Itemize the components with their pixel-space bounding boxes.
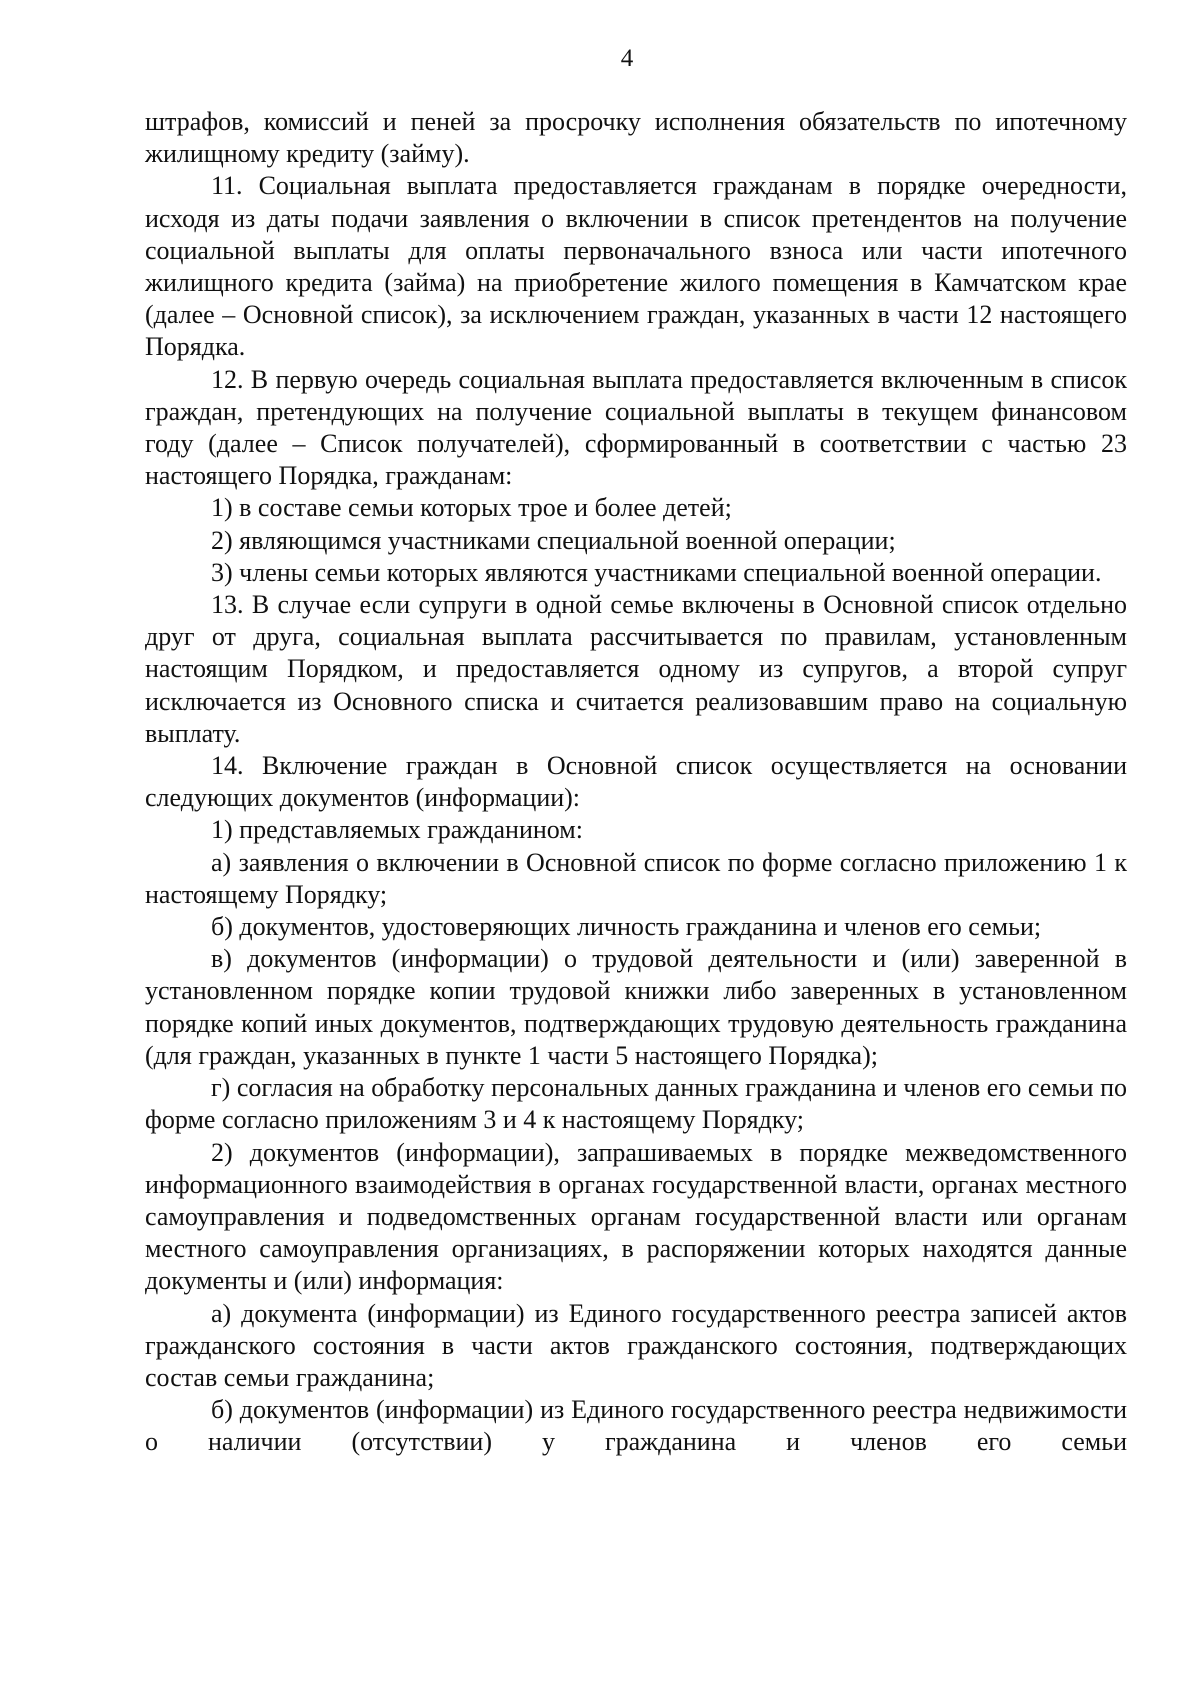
- list-item-14-2-b: б) документов (информации) из Единого государственного реестра недвижимости о наличии (отсутствии) у гражданина и членов его семьи: [145, 1395, 1127, 1457]
- list-item-12-1: 1) в составе семьи которых трое и более детей;: [211, 493, 732, 523]
- paragraph-12: 12. В первую очередь социальная выплата предоставляется включенным в список граждан, претендующих на получение социальной выплаты в текущем финансовом году (далее – Список получателей), сформированный в соответствии с частью 23 настоящего Порядка, гражданам:: [145, 364, 1127, 491]
- list-item-14-1-v: в) документов (информации) о трудовой деятельности и (или) заверенной в установленном порядке копии трудовой книжки либо заверенных в установленном порядке копий иных документов, подтверждающих трудовую деятельность гражданина (для граждан, указанных в пункте 1 части 5 настоящего Порядка);: [145, 944, 1127, 1070]
- document-body: [145, 106, 1127, 1459]
- paragraph-14: 14. Включение граждан в Основной список осуществляется на основании следующих документов (информации):: [145, 751, 1127, 813]
- paragraph-continuation: штрафов, комиссий и пеней за просрочку исполнения обязательств по ипотечному жилищному кредиту (займу).: [145, 107, 1127, 169]
- list-item-14-1-a: а) заявления о включении в Основной список по форме согласно приложению 1 к настоящему Порядку;: [145, 847, 1127, 909]
- list-item-12-2: 2) являющимся участниками специальной военной операции;: [211, 525, 896, 555]
- list-item-14-2: 2) документов (информации), запрашиваемых в порядке межведомственного информационного взаимодействия в органах государственной власти, органах местного самоуправления и подведомственных органам государственной власти или органам местного самоуправления организациях, в распоряжении которых находятся данные документы и (или) информация:: [145, 1137, 1127, 1296]
- paragraph-13: 13. В случае если супруги в одной семье включены в Основной список отдельно друг от друга, социальная выплата рассчитывается по правилам, установленным настоящим Порядком, и предоставляется одному из супругов, а второй супруг исключается из Основного списка и считается реализовавшим право на социальную выплату.: [145, 590, 1127, 748]
- page-number: 4: [620, 45, 634, 72]
- paragraph-11: 11. Социальная выплата предоставляется гражданам в порядке очередности, исходя из даты подачи заявления о включении в список претендентов на получение социальной выплаты для оплаты первоначального взноса или части ипотечного жилищного кредита (займа) на приобретение жилого помещения в Камчатском крае (далее – Основной список), за исключением граждан, указанных в части 12 настоящего Порядка.: [145, 171, 1127, 362]
- list-item-14-1-b: б) документов, удостоверяющих личность гражданина и членов его семьи;: [211, 912, 1042, 942]
- list-item-14-1-g: г) согласия на обработку персональных данных гражданина и членов его семьи по форме согласно приложениям 3 и 4 к настоящему Порядку;: [145, 1073, 1127, 1135]
- list-item-14-1: 1) представляемых гражданином:: [211, 815, 583, 845]
- list-item-14-2-a: а) документа (информации) из Единого государственного реестра записей актов гражданского состояния в части актов гражданского состояния, подтверждающих состав семьи гражданина;: [145, 1298, 1127, 1392]
- list-item-12-3: 3) члены семьи которых являются участниками специальной военной операции.: [211, 557, 1102, 587]
